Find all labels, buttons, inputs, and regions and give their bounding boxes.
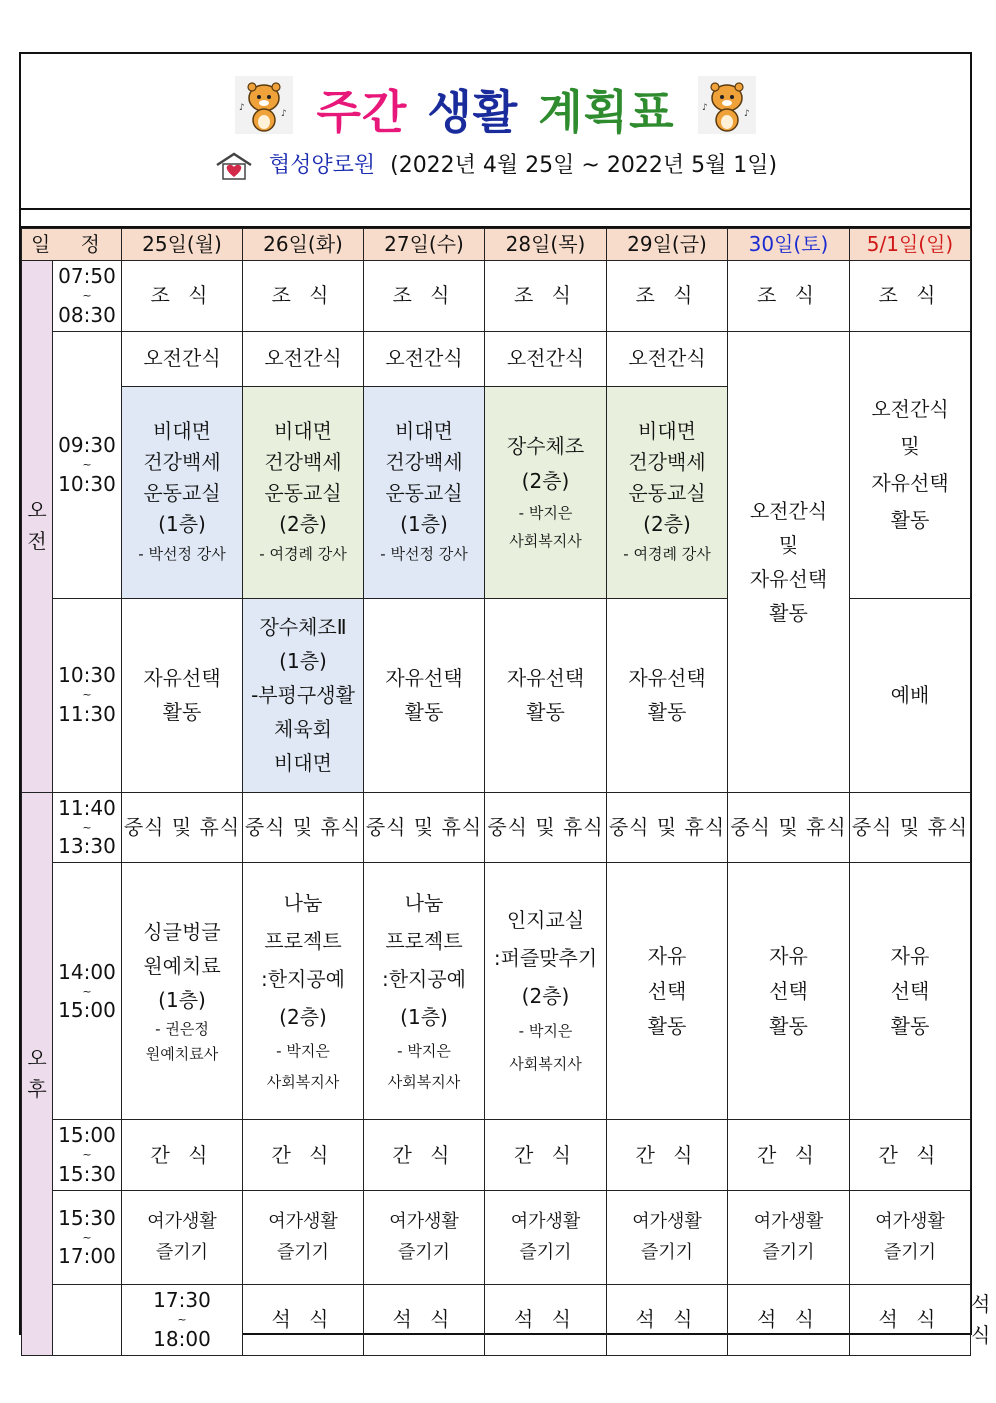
leisure-cell: 여가생활 즐기기	[243, 1191, 364, 1285]
header-row	[22, 229, 971, 261]
day-header-sat: 30일(토)	[728, 229, 850, 261]
morning-snack-cell: 오전간식	[607, 331, 728, 386]
leisure-cell: 여가생활 즐기기	[728, 1191, 850, 1285]
dinner-cell: 석 식	[243, 1285, 364, 1356]
title-word-plan: 계획표	[538, 85, 675, 139]
instructor-note: - 여경례 강사	[259, 544, 347, 563]
time-slot: 17:30 ~ 18:00	[122, 1285, 243, 1356]
afternoon-program-row	[22, 863, 971, 1120]
lunch-cell: 중식 및 휴식	[485, 792, 607, 863]
tiger-mascot-icon	[698, 76, 756, 134]
schedule-label: 일 정	[22, 229, 122, 261]
title-section	[19, 52, 972, 210]
time-slot: 14:00 ~ 15:00	[53, 863, 122, 1120]
leisure-cell: 여가생활 즐기기	[364, 1191, 485, 1285]
free-activity-cell: 자유선택 활동	[485, 598, 607, 792]
breakfast-cell: 조 식	[243, 261, 364, 332]
snack-row	[22, 1120, 971, 1191]
time-slot: 07:50 ~ 08:30	[53, 261, 122, 332]
dinner-cell: 석 식	[607, 1285, 728, 1356]
leisure-cell: 여가생활 즐기기	[485, 1191, 607, 1285]
organization-name: 협성양로원	[268, 153, 376, 178]
time-slot: 11:40 ~ 13:30	[53, 792, 122, 863]
free-activity-cell: 자유선택 활동	[364, 598, 485, 792]
horticulture-therapy-mon: 싱글벙글 원예치료 (1층) - 권은정 원예치료사	[122, 863, 243, 1120]
leisure-cell: 여가생활 즐기기	[122, 1191, 243, 1285]
breakfast-cell: 조 식	[850, 261, 971, 332]
morning-snack-cell: 오전간식	[122, 331, 243, 386]
breakfast-cell: 조 식	[728, 261, 850, 332]
hanji-craft-wed: 나눔 프로젝트 :한지공예 (1층) - 박지은 사회복지사	[364, 863, 485, 1120]
exercise-class-mon: 비대면 건강백세 운동교실 (1층) - 박선정 강사	[122, 386, 243, 598]
worship-cell: 예배	[850, 598, 971, 792]
longevity-exercise-thu: 장수체조 (2층) - 박지은 사회복지사	[485, 386, 607, 598]
cognitive-class-thu: 인지교실 :퍼즐맞추기 (2층) - 박지은 사회복지사	[485, 863, 607, 1120]
breakfast-cell: 조 식	[485, 261, 607, 332]
lunch-cell: 중식 및 휴식	[122, 792, 243, 863]
svg-text:♪: ♪	[744, 109, 750, 119]
dinner-cell: 석 식	[728, 1285, 850, 1356]
leisure-row	[22, 1191, 971, 1285]
day-header-fri: 29일(금)	[607, 229, 728, 261]
breakfast-cell: 조 식	[364, 261, 485, 332]
free-activity-cell: 자유 선택 활동	[728, 863, 850, 1120]
day-header-sun: 5/1일(일)	[850, 229, 971, 261]
time-slot: 09:30 ~ 10:30	[53, 331, 122, 598]
morning-snack-row	[22, 331, 971, 386]
breakfast-cell: 조 식	[607, 261, 728, 332]
snack-cell: 간 식	[850, 1120, 971, 1191]
snack-cell: 간 식	[122, 1120, 243, 1191]
instructor-note: - 여경례 강사	[623, 544, 711, 563]
instructor-note: - 박지은 사회복지사	[387, 1041, 461, 1092]
lunch-cell: 중식 및 휴식	[850, 792, 971, 863]
hanji-craft-tue: 나눔 프로젝트 :한지공예 (2층) - 박지은 사회복지사	[243, 863, 364, 1120]
instructor-note: - 박지은 사회복지사	[266, 1041, 340, 1092]
title-word-life: 생활	[427, 85, 519, 139]
longevity-exercise-2-tue: 장수체조Ⅱ (1층) -부평구생활 체육회 비대면	[243, 598, 364, 792]
instructor-note: - 박지은 사회복지사	[509, 1022, 582, 1074]
svg-text:♪: ♪	[281, 109, 287, 119]
sun-morning-activity: 오전간식 및 자유선택 활동	[850, 331, 971, 598]
spacer-row	[19, 210, 972, 228]
lunch-cell: 중식 및 휴식	[607, 792, 728, 863]
day-header-thu: 28일(목)	[485, 229, 607, 261]
house-logo-icon	[214, 151, 254, 181]
breakfast-row	[22, 261, 971, 332]
schedule-table	[21, 228, 996, 1356]
morning-snack-cell: 오전간식	[364, 331, 485, 386]
sat-morning-activity: 오전간식 및 자유선택 활동	[728, 331, 850, 792]
lunch-cell: 중식 및 휴식	[728, 792, 850, 863]
instructor-note: - 박선정 강사	[138, 544, 226, 563]
period-morning: 오 전	[22, 261, 53, 793]
snack-cell: 간 식	[607, 1120, 728, 1191]
free-activity-cell: 자유선택 활동	[607, 598, 728, 792]
free-activity-cell: 자유선택 활동	[122, 598, 243, 792]
snack-cell: 간 식	[243, 1120, 364, 1191]
snack-cell: 간 식	[728, 1120, 850, 1191]
leisure-cell: 여가생활 즐기기	[850, 1191, 971, 1285]
time-slot: 15:30 ~ 17:00	[53, 1191, 122, 1285]
exercise-class-fri: 비대면 건강백세 운동교실 (2층) - 여경례 강사	[607, 386, 728, 598]
lunch-row	[22, 792, 971, 863]
morning-snack-cell: 오전간식	[485, 331, 607, 386]
title-word-weekly: 주간	[316, 85, 408, 139]
date-range: (2022년 4월 25일 ~ 2022년 5월 1일)	[390, 153, 778, 178]
instructor-note: - 박선정 강사	[380, 544, 468, 563]
breakfast-cell: 조 식	[122, 261, 243, 332]
free-activity-cell: 자유 선택 활동	[607, 863, 728, 1120]
morning-snack-cell: 오전간식	[243, 331, 364, 386]
day-header-wed: 27일(수)	[364, 229, 485, 261]
lunch-cell: 중식 및 휴식	[364, 792, 485, 863]
dinner-row: 17:30 ~ 18:00 석 식 석 식 석 식 석 식 석 식 석 식 석 식	[22, 1285, 971, 1356]
time-slot: 10:30 ~ 11:30	[53, 598, 122, 792]
lunch-cell: 중식 및 휴식	[243, 792, 364, 863]
snack-cell: 간 식	[485, 1120, 607, 1191]
period-afternoon: 오 후	[22, 792, 53, 1355]
free-activity-cell: 자유 선택 활동	[850, 863, 971, 1120]
snack-cell: 간 식	[364, 1120, 485, 1191]
exercise-class-tue: 비대면 건강백세 운동교실 (2층) - 여경례 강사	[243, 386, 364, 598]
dinner-cell: 석 식	[485, 1285, 607, 1356]
period-blank	[53, 1285, 122, 1356]
leisure-cell: 여가생활 즐기기	[607, 1191, 728, 1285]
svg-text:♪: ♪	[239, 103, 245, 113]
day-header-tue: 26일(화)	[243, 229, 364, 261]
svg-text:♪: ♪	[702, 103, 708, 113]
exercise-class-wed: 비대면 건강백세 운동교실 (1층) - 박선정 강사	[364, 386, 485, 598]
time-slot: 15:00 ~ 15:30	[53, 1120, 122, 1191]
dinner-cell: 석 식	[850, 1285, 971, 1356]
dinner-cell: 석 식	[364, 1285, 485, 1356]
instructor-note: - 권은정 원예치료사	[145, 1019, 219, 1064]
instructor-note: - 박지은 사회복지사	[509, 503, 582, 551]
day-header-mon: 25일(월)	[122, 229, 243, 261]
